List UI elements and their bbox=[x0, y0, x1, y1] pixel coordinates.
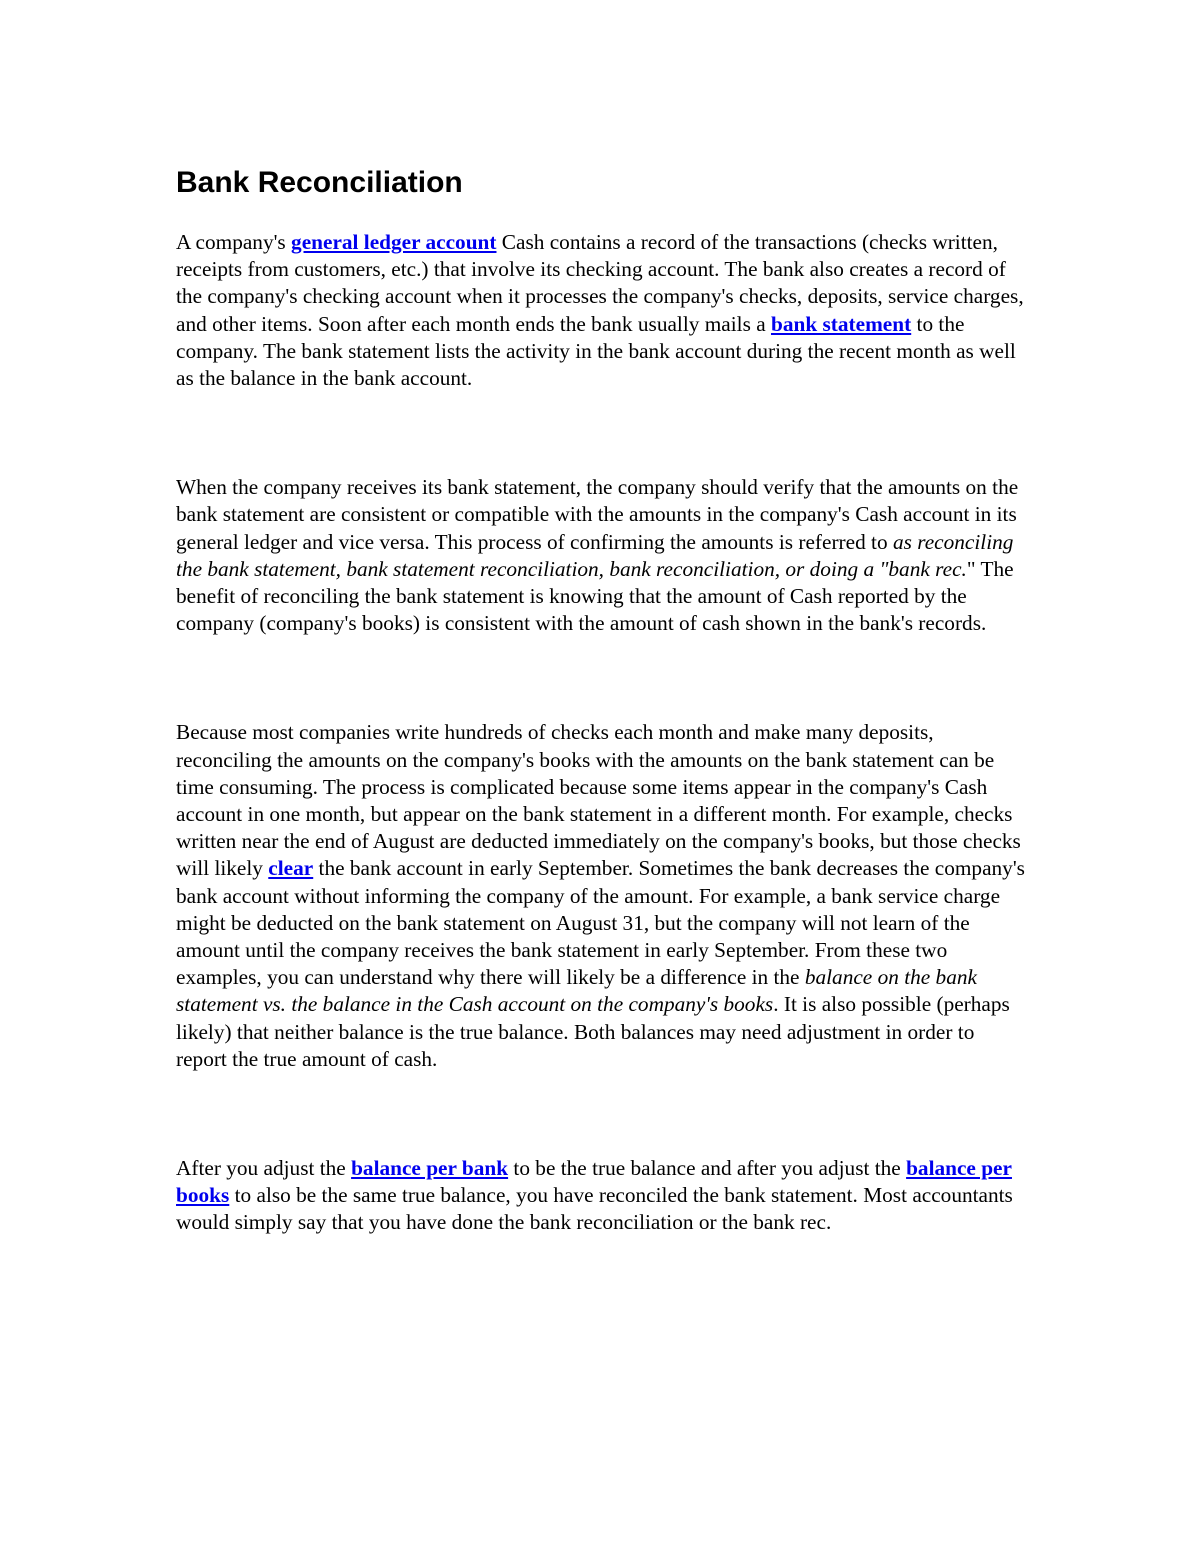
paragraph-text: to the company. The bank statement lists the activity in the bank account during the recent month as well as the balance in the bank account. bbox=[176, 311, 1016, 391]
paragraph-adjust bbox=[176, 1155, 1026, 1237]
paragraph-text: to be the true balance and after you adjust the bbox=[508, 1156, 907, 1181]
paragraph-verify bbox=[176, 474, 1026, 637]
general-ledger-account-link[interactable]: general ledger account bbox=[291, 230, 497, 254]
paragraph-text: " The benefit of reconciling the bank statement is knowing that the amount of Cash reported by the company (company's books) is consistent with the amount of cash shown in the bank's records. bbox=[176, 556, 1014, 636]
paragraph-text: When the company receives its bank statement, the company should verify that the amounts on the bank statement are consistent or compatible with the amounts in the company's Cash account in its general ledger and vice versa. This process of confirming the amounts is referred to bbox=[176, 475, 1019, 554]
paragraph-text: Because most companies write hundreds of checks each month and make many deposits, reconciling the amounts on the company's books with the amounts on the bank statement can be time consuming. The process is complicated because some items appear in the company's Cash account in one month, but appear on the bank statement in a different month. For example, checks written near the end of August are deducted immediately on the company's books, but those checks will likely bbox=[176, 720, 1021, 881]
balance-per-bank-link[interactable]: balance per bank bbox=[351, 1156, 509, 1181]
paragraph-text: . It is also possible (perhaps likely) that neither balance is the true balance. Both balances may need adjustment in order to report the true amount of cash. bbox=[176, 992, 1010, 1071]
paragraph-text: the bank account in early September. Sometimes the bank decreases the company's bank account without informing the company of the amount. For example, a bank service charge might be deducted on the bank statement on August 31, but the company will not learn of the amount until the company receives the bank statement in early September. From these two examples, you can understand why there will likely be a difference in the bbox=[176, 856, 1025, 990]
clear-link[interactable]: clear bbox=[268, 856, 314, 881]
paragraph-text: After you adjust the bbox=[176, 1156, 352, 1181]
bank-statement-link[interactable]: bank statement bbox=[770, 311, 912, 336]
emphasized-text: as reconciling the bank statement, bank statement reconciliation, bank reconciliation, or doing a "bank rec. bbox=[176, 529, 1014, 581]
paragraph-text: Cash contains a record of the transactions (checks written, receipts from customers, etc.) that involve its checking account. The bank also creates a record of the company's checking account when it processes the company's checks, deposits, service charges, and other items. Soon after each month ends the bank usually mails a bbox=[176, 230, 1024, 336]
balance-per-books-link[interactable]: balance per books bbox=[176, 1156, 1012, 1208]
paragraph-text: A company's bbox=[176, 230, 292, 254]
page-title: Bank Reconciliation bbox=[176, 166, 463, 199]
paragraph-intro bbox=[176, 229, 1026, 392]
emphasized-text: balance on the bank statement vs. the balance in the Cash account on the company's books bbox=[176, 965, 977, 1017]
paragraph-text: to also be the same true balance, you have reconciled the bank statement. Most accountants would simply say that you have done the bank reconciliation or the bank rec. bbox=[176, 1183, 1013, 1235]
paragraph-complexity bbox=[176, 719, 1026, 1073]
document-page bbox=[176, 163, 1036, 1237]
